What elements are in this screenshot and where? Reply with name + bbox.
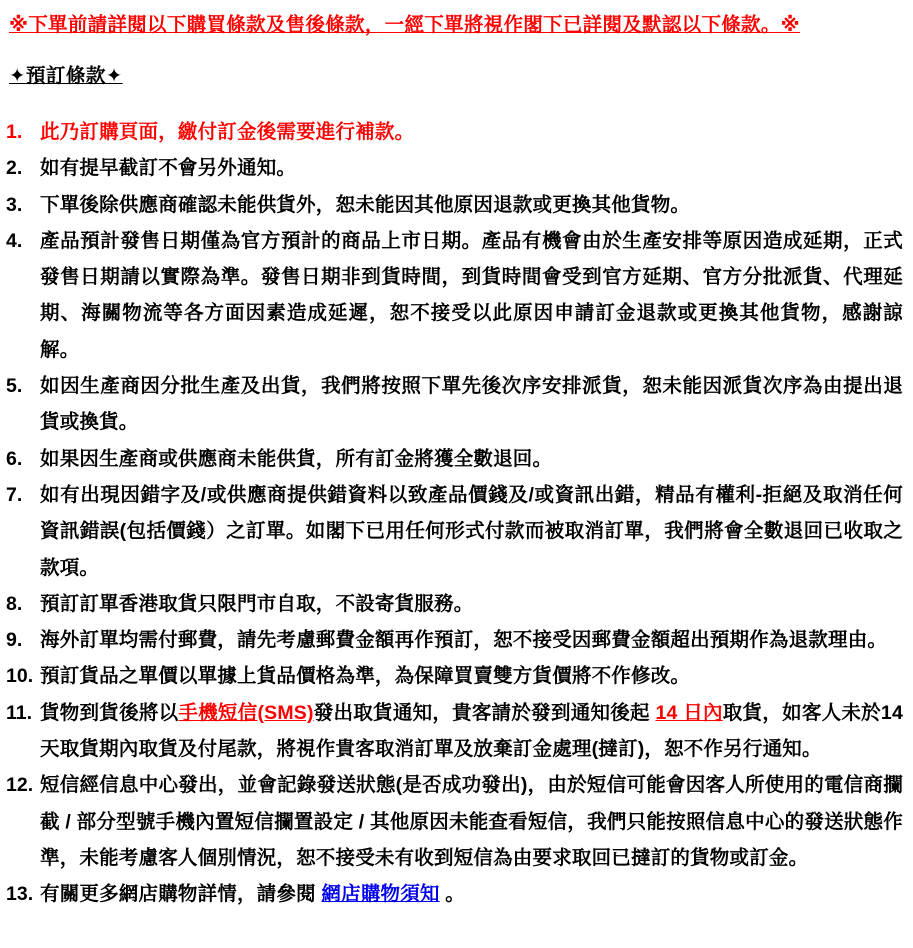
term-item-4 [6,223,903,368]
term-segment: 預訂貨品之單價以單據上貨品價格為準，為保障買賣雙方貨價將不作修改。 [40,665,691,688]
term-item-1 [6,114,903,150]
preorder-terms-section-title: ✦預訂條款✦ [9,65,123,87]
term-item-12 [6,767,903,876]
term-text-3 [40,187,903,223]
term-number-11: 11. [6,701,33,724]
term-number-12: 12. [6,774,34,797]
term-text-2 [40,150,903,186]
pickup-deadline-highlight: 14 日內 [655,701,723,724]
purchase-terms-header-notice: ※下單前請詳閱以下購買條款及售後條款，一經下單將視作閣下已詳閱及默認以下條款。※ [9,14,800,36]
term-item-3 [6,187,903,223]
term-text-7 [40,477,903,586]
term-number-8: 8. [6,592,23,615]
term-number-13: 13. [6,883,34,906]
term-number-4: 4. [6,229,23,252]
term-item-6 [6,441,903,477]
term-segment: 下單後除供應商確認未能供貨外，恕未能因其他原因退款或更換其他貨物。 [40,193,691,216]
term-number-9: 9. [6,629,23,652]
term-segment: 取貨，如客人未於14 天取貨期內取貨及付尾款，將視作貴客取消訂單及放棄訂金處理(撻訂)，恕不作另行通知。 [40,701,903,761]
term-segment: 如有出現因錯字及/或供應商提供錯資料以致產品價錢及/或資訊出錯，精品有權利-拒絕及取消任何資訊錯誤(包括價錢）之訂單。如閣下已用任何形式付款而被取消訂單，我們將會全數退回已收取之款項。 [40,483,903,579]
term-segment: 如有提早截訂不會另外通知。 [40,157,297,180]
term-text-10 [40,658,903,694]
sms-notice-highlight: 手機短信(SMS) [178,701,314,724]
term-segment: 有關更多網店購物詳情，請參閱 [40,883,322,906]
term-text-12 [40,767,903,876]
term-segment: 。 [439,883,465,906]
term-item-8 [6,586,903,622]
term-segment: 如因生產商因分批生產及出貨，我們將按照下單先後次序安排派貨，恕未能因派貨次序為由提出退貨或換貨。 [40,375,903,434]
term-item-9 [6,622,903,658]
term-text-1 [40,114,903,150]
term-text-11 [40,695,903,768]
term-text-13 [40,876,903,912]
term-item-10 [6,658,903,694]
term-text-4 [40,223,903,368]
term-segment: 發出取貨通知，貴客請於發到通知後起 [313,701,656,724]
term-segment: 此乃訂購頁面，繳付訂金後需要進行補款。 [40,121,415,143]
term-segment: 產品預計發售日期僅為官方預計的商品上市日期。產品有機會由於生產安排等原因造成延期，正式發售日期請以實際為準。發售日期非到貨時間，到貨時間會受到官方延期、官方分批派貨、代理延期、海關物流等各方面因素造成延遲，恕不接受以此原因申請訂金退款或更換其他貨物，感謝諒解。 [40,229,903,361]
term-number-10: 10. [6,665,34,688]
term-text-6 [40,441,903,477]
term-number-5: 5. [6,375,23,398]
term-segment: 短信經信息中心發出，並會記錄發送狀態(是否成功發出)，由於短信可能會因客人所使用的電信商攔截 / 部分型號手機內置短信攔置設定 / 其他原因未能查看短信，我們只能按照信息中心的發送狀態作準，未能考慮客人個別情況，恕不接受未有收到短信為由要求取回已撻訂的貨物或訂金。 [40,774,903,869]
term-number-2: 2. [6,157,23,180]
terms-list [6,114,903,913]
term-segment: 預訂訂單香港取貨只限門市自取，不設寄貨服務。 [40,592,474,615]
term-number-3: 3. [6,193,23,216]
term-item-11 [6,695,903,768]
shop-guide-link[interactable]: 網店購物須知 [321,883,440,906]
term-number-7: 7. [6,483,23,506]
term-number-6: 6. [6,447,23,470]
term-text-9 [40,622,903,658]
term-item-2 [6,150,903,186]
term-item-7 [6,477,903,586]
term-item-13 [6,876,903,912]
term-item-5 [6,368,903,441]
term-text-8 [40,586,903,622]
term-text-5 [40,368,903,441]
term-number-1: 1. [6,121,23,143]
term-segment: 貨物到貨後將以 [40,701,179,724]
term-segment: 如果因生產商或供應商未能供貨，所有訂金將獲全數退回。 [40,447,553,470]
term-segment: 海外訂單均需付郵費，請先考慮郵費金額再作預訂，恕不接受因郵費金額超出預期作為退款理由。 [40,629,888,652]
